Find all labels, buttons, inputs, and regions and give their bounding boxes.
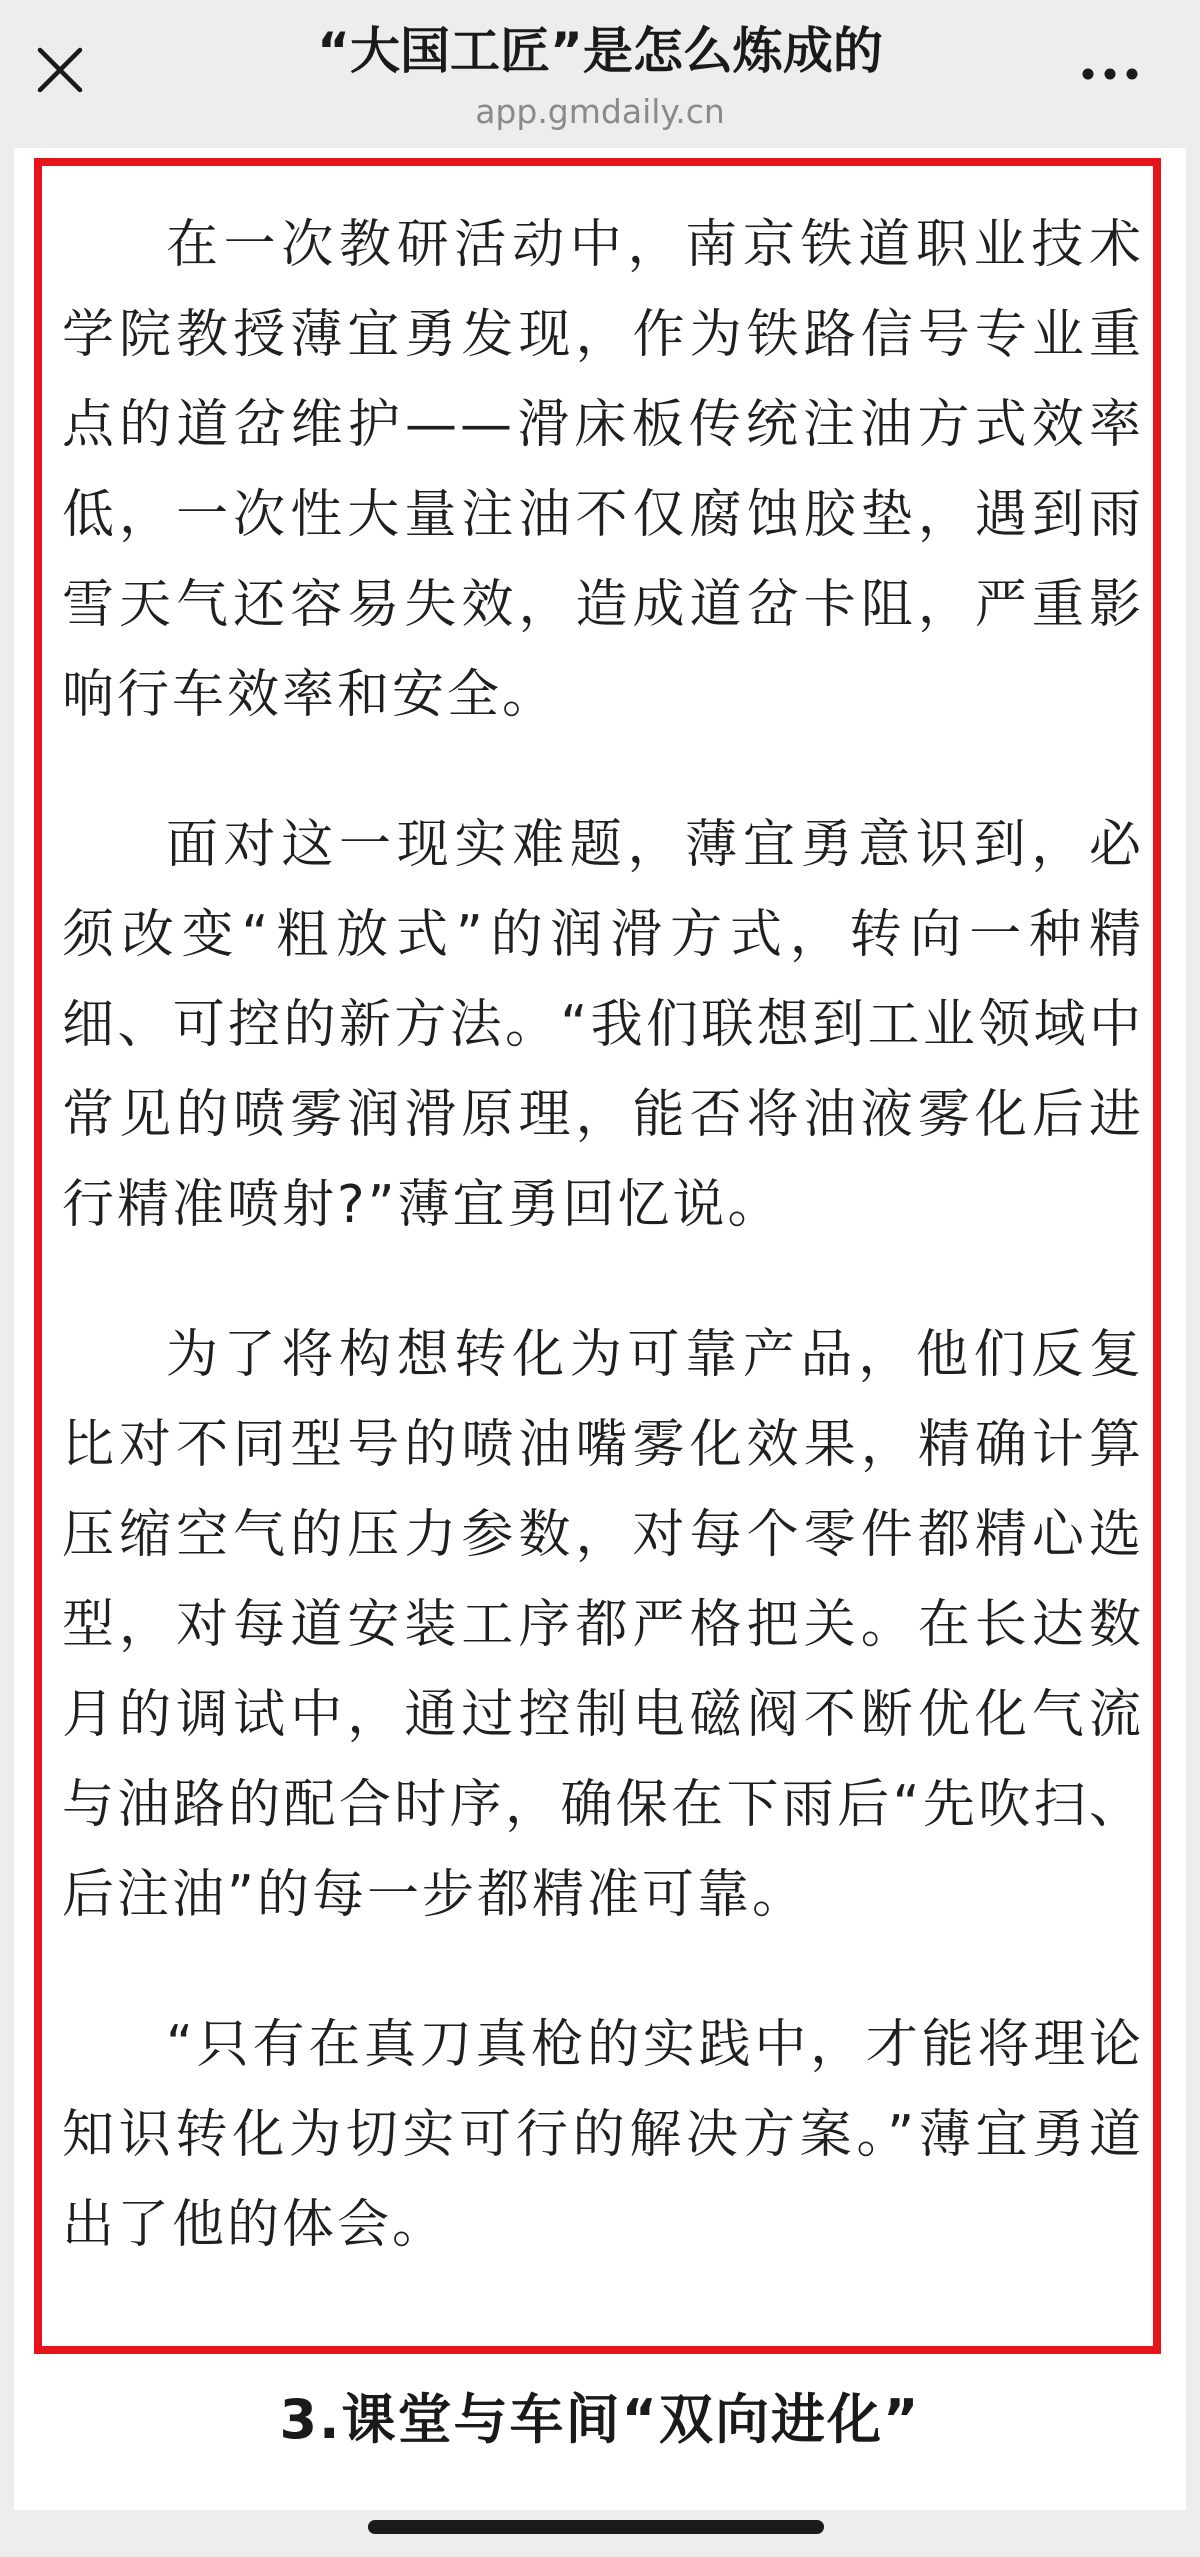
paragraph-4: “只有在真刀真枪的实践中，才能将理论知识转化为切实可行的解决方案。”薄宜勇道出了他的体会。 [62, 2015, 1144, 2255]
home-indicator[interactable] [368, 2520, 824, 2534]
more-horizontal-icon [1070, 40, 1150, 100]
paragraph-1: 在一次教研活动中，南京铁道职业技术学院教授薄宜勇发现，作为铁路信号专业重点的道岔维护——滑床板传统注油方式效率低，一次性大量注油不仅腐蚀胶垫，遇到雨雪天气还容易失效，造成道岔卡阻，严重影响行车效率和安全。 [62, 215, 1144, 725]
section-heading: 3.课堂与车间“双向进化” [279, 2388, 921, 2451]
article-body [62, 200, 1144, 2330]
page-domain: app.gmdaily.cn [475, 92, 725, 131]
page-title: “大国工匠”是怎么炼成的 [317, 22, 883, 80]
close-icon [30, 40, 90, 100]
more-button[interactable] [1070, 40, 1150, 100]
top-bar [0, 0, 1200, 148]
close-button[interactable] [30, 40, 90, 100]
paragraph-3: 为了将构想转化为可靠产品，他们反复比对不同型号的喷油嘴雾化效果，精确计算压缩空气的压力参数，对每个零件都精心选型，对每道安装工序都严格把关。在长达数月的调试中，通过控制电磁阀不断优化气流与油路的配合时序，确保在下雨后“先吹扫、后注油”的每一步都精准可靠。 [62, 1325, 1144, 1925]
article-page[interactable] [14, 148, 1186, 2510]
title-block [200, 14, 1000, 134]
paragraph-2: 面对这一现实难题，薄宜勇意识到，必须改变“粗放式”的润滑方式，转向一种精细、可控的新方法。“我们联想到工业领域中常见的喷雾润滑原理，能否将油液雾化后进行精准喷射?”薄宜勇回忆说。 [62, 815, 1144, 1235]
